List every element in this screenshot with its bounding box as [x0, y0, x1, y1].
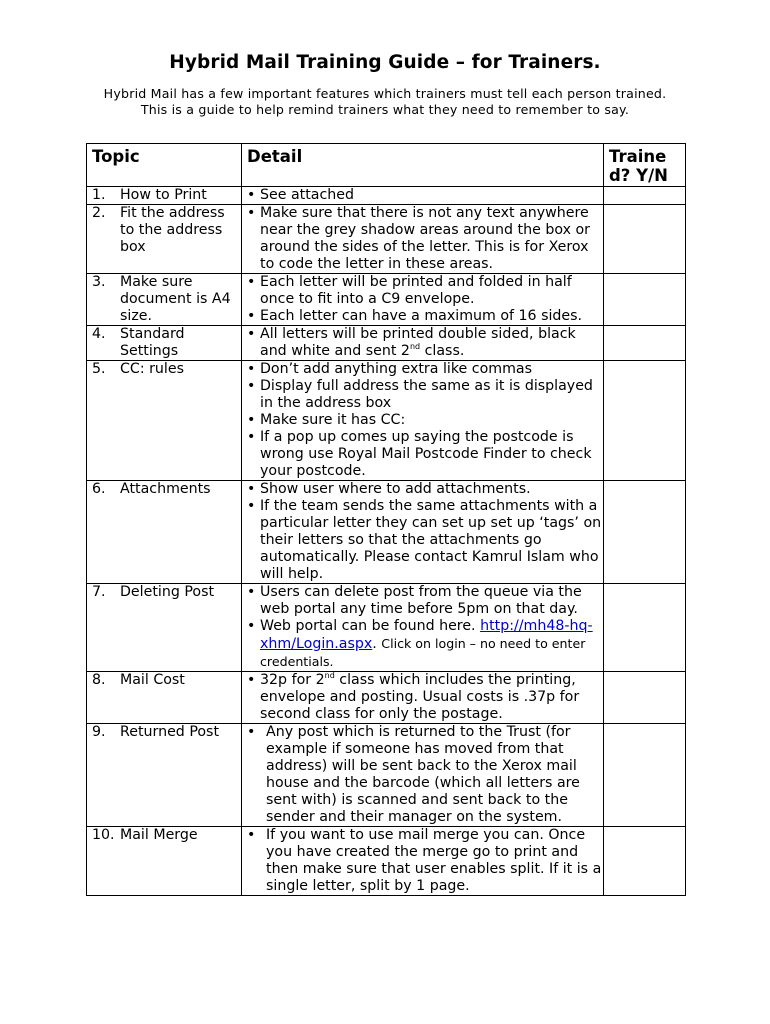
- detail-bullet: [247, 326, 603, 360]
- topic-name: Mail Cost: [120, 672, 185, 688]
- training-table: [86, 143, 686, 896]
- topic-name: Attachments: [120, 481, 211, 497]
- detail-bullet: • Any post which is returned to the Trust (for example if someone has moved from that address) will be sent back to the Xerox mail house and the barcode (which all letters are sent with) is scanned and sent back to the sender and their manager on the system.: [247, 724, 603, 826]
- table-row: [87, 361, 686, 481]
- detail-cell: [242, 274, 604, 326]
- detail-bullet: • Make sure it has CC:: [247, 412, 603, 429]
- topic-name: CC: rules: [120, 361, 184, 377]
- topic-number: 9.: [92, 724, 106, 740]
- detail-cell: [242, 584, 604, 672]
- detail-text: 32p for 2: [260, 672, 325, 688]
- topic-number: 5.: [92, 361, 106, 377]
- header-topic: Topic: [87, 144, 242, 187]
- detail-bullet: [247, 672, 603, 723]
- detail-bullet: • If a pop up comes up saying the postcode is wrong use Royal Mail Postcode Finder to check your postcode.: [247, 429, 603, 480]
- topic-cell: [87, 361, 242, 481]
- detail-bullet: [247, 618, 603, 671]
- topic-cell: [87, 205, 242, 274]
- intro-paragraph: Hybrid Mail has a few important features which trainers must tell each person trained. This is a guide to help remind trainers what they need to remember to say.: [103, 86, 667, 117]
- detail-cell: [242, 361, 604, 481]
- topic-number: 8.: [92, 672, 106, 688]
- detail-bullet: • If the team sends the same attachments with a particular letter they can set up set up ‘tags’ on their letters so that the attachments go automatically. Please contact Kamrul Islam who will help.: [247, 498, 603, 583]
- topic-name: How to Print: [120, 187, 207, 203]
- topic-number: 7.: [92, 584, 106, 600]
- table-row: [87, 584, 686, 672]
- detail-bullet: • Show user where to add attachments.: [247, 481, 603, 498]
- topic-cell: [87, 724, 242, 827]
- trained-cell[interactable]: [604, 205, 686, 274]
- detail-text: class.: [420, 343, 465, 359]
- topic-number: 6.: [92, 481, 106, 497]
- topic-name: Returned Post: [120, 724, 220, 740]
- topic-name: Standard Settings: [120, 326, 185, 359]
- detail-bullet: • Each letter will be printed and folded in half once to fit into a C9 envelope.: [247, 274, 603, 308]
- detail-cell: [242, 205, 604, 274]
- detail-text: class which includes the printing, envelope and posting. Usual costs is .37p for second class for only the postage.: [260, 672, 580, 722]
- ordinal-suffix: nd: [324, 671, 335, 680]
- ordinal-suffix: nd: [409, 342, 421, 351]
- topic-number: 10.: [92, 827, 115, 843]
- page-title: Hybrid Mail Training Guide – for Trainers.: [169, 52, 601, 73]
- header-detail: Detail: [242, 144, 604, 187]
- trained-cell[interactable]: [604, 481, 686, 584]
- topic-number: 4.: [92, 326, 106, 342]
- detail-bullet: • If you want to use mail merge you can. Once you have created the merge go to print and then make sure that user enables split. If it is a single letter, split by 1 page.: [247, 827, 603, 895]
- topic-cell: [87, 187, 242, 205]
- detail-bullet: • Make sure that there is not any text anywhere near the grey shadow areas around the box or around the sides of the letter. This is for Xerox to code the letter in these areas.: [247, 205, 603, 273]
- topic-name: Fit the address to the address box: [120, 205, 225, 255]
- header-trained: Traine d? Y/N: [604, 144, 686, 187]
- table-header-row: [87, 144, 686, 187]
- topic-name: Mail Merge: [120, 827, 198, 843]
- trained-cell[interactable]: [604, 187, 686, 205]
- trained-cell[interactable]: [604, 724, 686, 827]
- detail-cell: [242, 827, 604, 896]
- table-row: [87, 827, 686, 896]
- detail-cell: [242, 672, 604, 724]
- topic-cell: [87, 481, 242, 584]
- table-row: [87, 274, 686, 326]
- topic-name: Make sure document is A4 size.: [120, 274, 231, 324]
- trained-cell[interactable]: [604, 672, 686, 724]
- topic-number: 2.: [92, 205, 106, 221]
- table-row: [87, 724, 686, 827]
- detail-bullet: • Display full address the same as it is displayed in the address box: [247, 378, 603, 412]
- trained-cell[interactable]: [604, 827, 686, 896]
- detail-cell: [242, 326, 604, 361]
- trained-cell[interactable]: [604, 326, 686, 361]
- topic-cell: [87, 672, 242, 724]
- table-row: [87, 481, 686, 584]
- detail-bullet: • See attached: [247, 187, 603, 204]
- topic-name: Deleting Post: [120, 584, 215, 600]
- table-row: [87, 672, 686, 724]
- topic-cell: [87, 584, 242, 672]
- detail-note: Click on login – no need to enter credentials.: [260, 636, 586, 669]
- topic-number: 1.: [92, 187, 106, 203]
- detail-bullet: • Users can delete post from the queue via the web portal any time before 5pm on that day.: [247, 584, 603, 618]
- trained-cell[interactable]: [604, 584, 686, 672]
- detail-text: All letters will be printed double sided, black and white and sent 2: [260, 326, 576, 359]
- detail-text: .: [372, 636, 382, 652]
- detail-text: Web portal can be found here.: [260, 618, 481, 634]
- table-row: [87, 326, 686, 361]
- detail-cell: [242, 481, 604, 584]
- detail-bullet: • Each letter can have a maximum of 16 sides.: [247, 308, 603, 325]
- topic-number: 3.: [92, 274, 106, 290]
- table-row: [87, 205, 686, 274]
- trained-cell[interactable]: [604, 361, 686, 481]
- topic-cell: [87, 326, 242, 361]
- table-row: [87, 187, 686, 205]
- trained-cell[interactable]: [604, 274, 686, 326]
- detail-bullet: • Don’t add anything extra like commas: [247, 361, 603, 378]
- topic-cell: [87, 827, 242, 896]
- web-portal-link[interactable]: http://mh48-hq-xhm/Login.aspx: [260, 618, 593, 652]
- detail-cell: [242, 724, 604, 827]
- topic-cell: [87, 274, 242, 326]
- detail-cell: [242, 187, 604, 205]
